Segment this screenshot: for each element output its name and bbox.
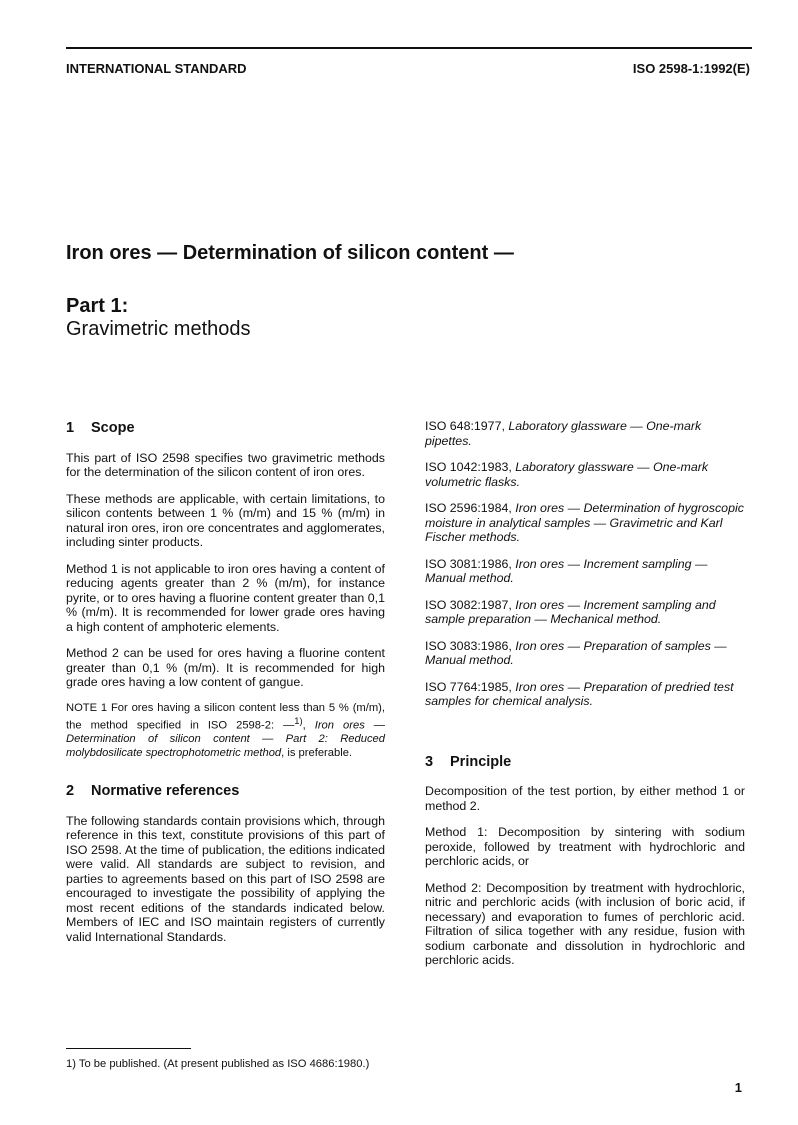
reference-item bbox=[425, 680, 745, 709]
reference-id: ISO 3083:1986, bbox=[425, 638, 512, 653]
reference-title: Laboratory glassware — One-mark pipettes. bbox=[425, 419, 702, 448]
note-text: NOTE 1 For ores having a silicon content less than 5 % (m/m), the method specified in ISO 2598-2: — bbox=[66, 701, 385, 732]
reference-title: Iron ores — Preparation of samples — Manual method. bbox=[425, 638, 727, 667]
principle-paragraph-1: Decomposition of the test portion, by either method 1 or method 2. bbox=[425, 784, 745, 813]
scope-paragraph-3: Method 1 is not applicable to iron ores having a content of reducing agents greater than 2 % (m/m), for instance pyrite, or to ores having a fluorine content greater than 0,1 % (m/m). It is recommended for lower grade ores having a high content of amphoteric elements. bbox=[66, 561, 385, 634]
footnote-rule bbox=[66, 1048, 191, 1049]
reference-id: ISO 3082:1987, bbox=[425, 597, 512, 612]
reference-title: Laboratory glassware — One-mark volumetric flasks. bbox=[425, 460, 709, 489]
part-subtitle: Gravimetric methods bbox=[66, 318, 251, 340]
header-rule bbox=[66, 47, 752, 49]
scope-paragraph-1: This part of ISO 2598 specifies two gravimetric methods for the determination of the silicon content of iron ores. bbox=[66, 450, 385, 479]
left-column bbox=[66, 421, 385, 956]
scope-note bbox=[66, 702, 385, 761]
note-referenced-title: Iron ores — Determination of silicon content — Part 2: Reduced molybdosilicate spectrophotometric method bbox=[66, 719, 385, 759]
footnote: 1) To be published. (At present published as ISO 4686:1980.) bbox=[66, 1058, 370, 1070]
reference-item bbox=[425, 557, 745, 586]
principle-paragraph-3: Method 2: Decomposition by treatment with hydrochloric, nitric and perchloric acids (with inclusion of boric acid, if necessary) and evaporation to fumes of perchloric acid. Filtration of silica together with any residue, fusion with sodium carbonate and dissolution in hydrochloric and perchloric acids. bbox=[425, 880, 745, 967]
document-title: Iron ores — Determination of silicon content — bbox=[66, 242, 514, 264]
reference-id: ISO 7764:1985, bbox=[425, 679, 512, 694]
section-number: 3 bbox=[425, 753, 434, 770]
section-title: Scope bbox=[91, 420, 135, 436]
page-number: 1 bbox=[734, 1080, 742, 1095]
reference-id: ISO 648:1977, bbox=[425, 419, 505, 433]
reference-id: ISO 2596:1984, bbox=[425, 501, 512, 515]
reference-item bbox=[425, 639, 745, 668]
principle-paragraph-2: Method 1: Decomposition by sintering with sodium peroxide, followed by treatment with hydrochloric and perchloric acids, or bbox=[425, 825, 745, 868]
section-title: Normative references bbox=[91, 783, 240, 800]
section-number: 2 bbox=[66, 783, 75, 800]
reference-item bbox=[425, 419, 745, 448]
section-heading-normative bbox=[66, 784, 385, 799]
reference-id: ISO 3081:1986, bbox=[425, 556, 512, 571]
section-heading-scope bbox=[66, 421, 385, 436]
reference-title: Iron ores — Determination of hygroscopic moisture in analytical samples — Gravimetric and Karl Fischer methods. bbox=[425, 501, 744, 544]
right-column bbox=[425, 419, 745, 980]
reference-item bbox=[425, 460, 745, 489]
section-number: 1 bbox=[66, 420, 75, 436]
note-text-end: , is preferable. bbox=[281, 746, 353, 759]
scope-paragraph-4: Method 2 can be used for ores having a fluorine content greater than 0,1 % (m/m). It is recommended for high grade ores having a low content of gangue. bbox=[66, 646, 385, 689]
reference-title: Iron ores — Increment sampling and sample preparation — Mechanical method. bbox=[425, 597, 716, 626]
normative-paragraph: The following standards contain provisions which, through reference in this text, constitute provisions of this part of ISO 2598. At the time of publication, the editions indicated were valid. All standards are subject to revision, and parties to agreements based on this part of ISO 2598 are encouraged to investigate the possibility of applying the most recent editions of the standards indicated below. Members of IEC and ISO maintain registers of currently valid International Standards. bbox=[66, 813, 385, 944]
reference-item bbox=[425, 501, 745, 545]
reference-item bbox=[425, 598, 745, 627]
standard-number: ISO 2598-1:1992(E) bbox=[632, 61, 750, 76]
section-title: Principle bbox=[450, 753, 512, 770]
reference-title: Iron ores — Preparation of predried test samples for chemical analysis. bbox=[425, 679, 734, 708]
section-heading-principle bbox=[425, 755, 745, 770]
part-label: Part 1: bbox=[66, 295, 129, 317]
reference-id: ISO 1042:1983, bbox=[425, 460, 512, 474]
reference-title: Iron ores — Increment sampling — Manual method. bbox=[425, 556, 708, 585]
footnote-marker: 1) bbox=[294, 716, 303, 726]
document-type: INTERNATIONAL STANDARD bbox=[66, 61, 247, 76]
scope-paragraph-2: These methods are applicable, with certain limitations, to silicon contents between 1 % (m/m) and 15 % (m/m) in natural iron ores, iron ore concentrates and agglomerates, including sinter products. bbox=[66, 491, 385, 549]
note-separator: , bbox=[302, 719, 315, 732]
